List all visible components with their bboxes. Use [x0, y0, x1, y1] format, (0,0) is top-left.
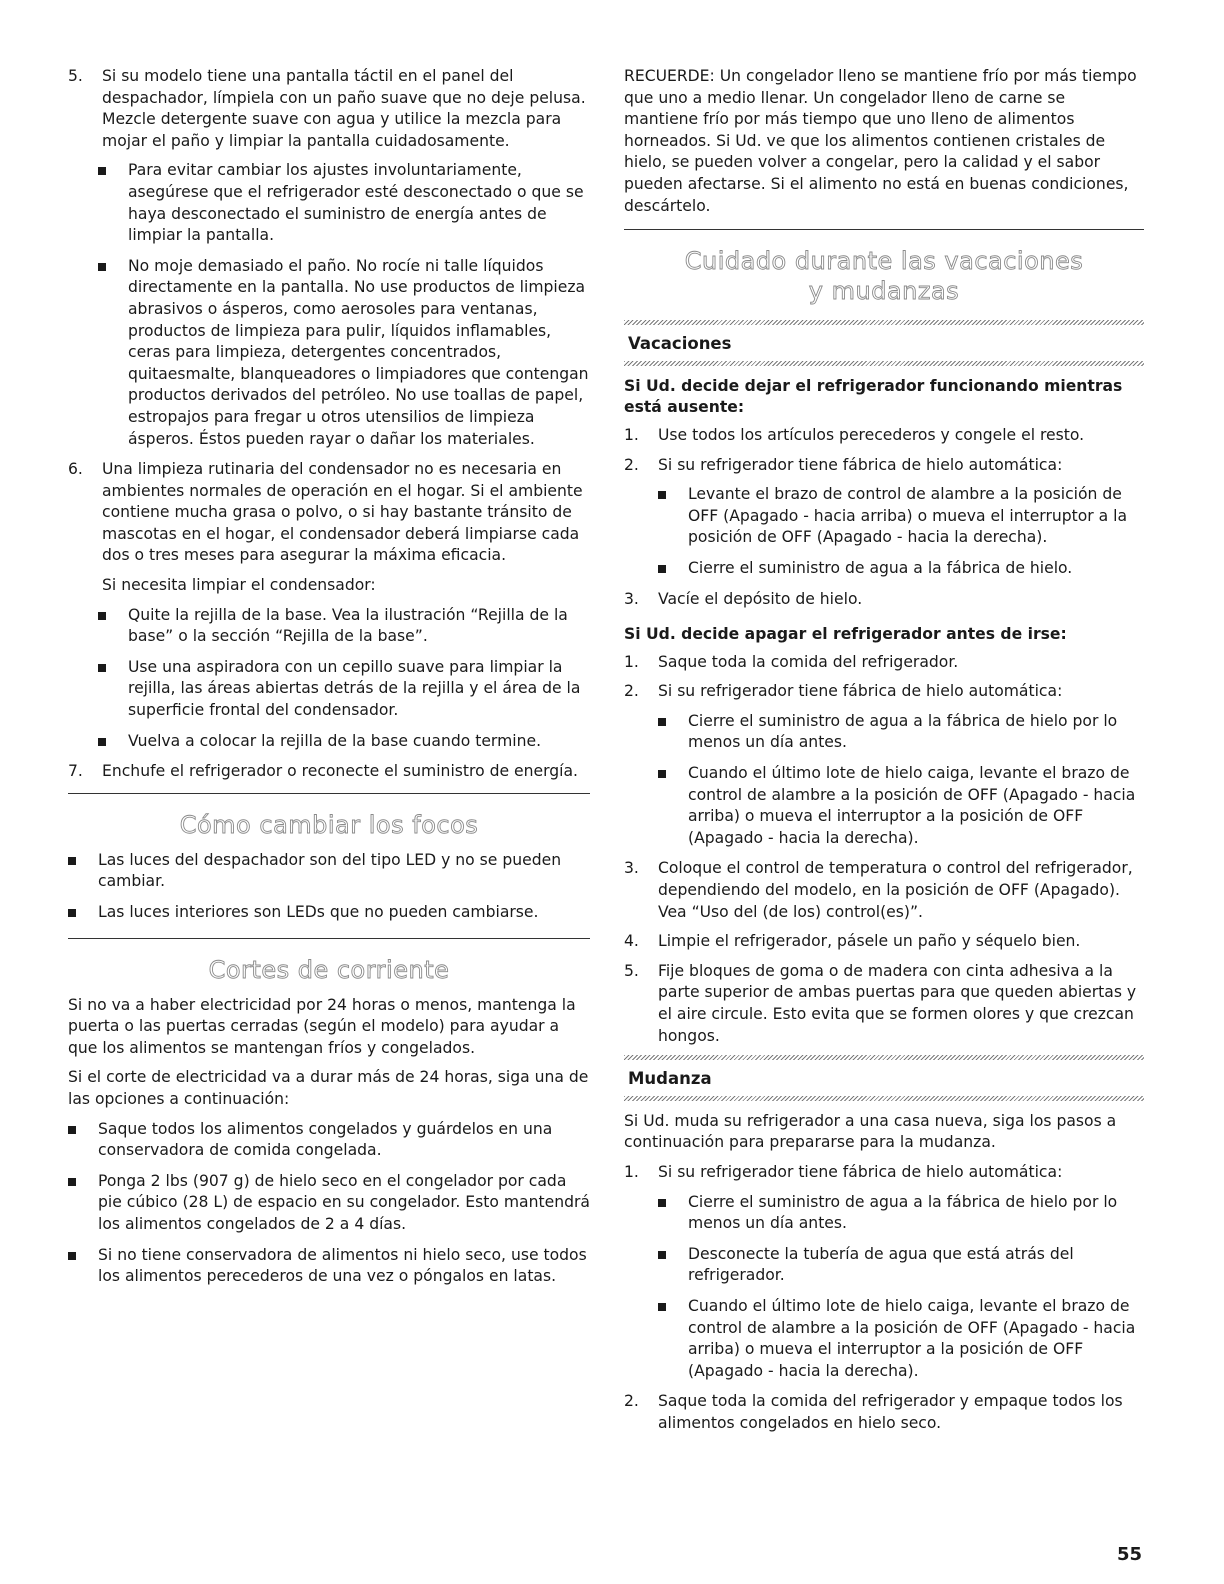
item-text: Si su refrigerador tiene fábrica de hielo automática:	[658, 455, 1063, 474]
item-number: 3.	[624, 859, 639, 878]
item-number: 1.	[624, 1162, 639, 1181]
item-number: 2.	[624, 455, 639, 474]
item-text: Limpie el refrigerador, pásele un paño y séquelo bien.	[658, 932, 1081, 951]
bold-lead: Si Ud. decide dejar el refrigerador funcionando mientras está ausente:	[624, 376, 1123, 417]
bullet-item: Saque todos los alimentos congelados y guárdelos en una conservadora de comida congelada.	[68, 1119, 590, 1162]
section-divider	[68, 938, 590, 939]
section-divider	[68, 793, 590, 794]
item-number: 5.	[624, 961, 639, 980]
bullet-item: Cierre el suministro de agua a la fábrica de hielo por lo menos un día antes.	[658, 1192, 1144, 1235]
item-text: Saque toda la comida del refrigerador.	[658, 652, 959, 671]
item-text: Use todos los artículos perecederos y congele el resto.	[658, 425, 1085, 444]
numbered-item	[624, 1391, 1144, 1434]
subheading-mudanza: Mudanza	[628, 1069, 712, 1089]
item-text: Coloque el control de temperatura o control del refrigerador, dependiendo del modelo, en la posición de OFF (Apagado). Vea “Uso del (de los) control(es)”.	[658, 859, 1133, 921]
bullet-item: Desconecte la tubería de agua que está atrás del refrigerador.	[658, 1244, 1144, 1287]
paragraph: Si Ud. muda su refrigerador a una casa nueva, siga los pasos a continuación para prepararse para la mudanza.	[624, 1111, 1117, 1152]
item-number: 1.	[624, 652, 639, 671]
numbered-item-6	[68, 459, 590, 567]
item-number: 6.	[68, 460, 83, 479]
bullet-item: Las luces del despachador son del tipo LED y no se pueden cambiar.	[68, 850, 590, 893]
numbered-item	[624, 681, 1144, 703]
section-divider	[624, 229, 1144, 230]
bullet-item: Ponga 2 lbs (907 g) de hielo seco en el congelador por cada pie cúbico (28 L) de espacio en su congelador. Esto mantendrá los alimentos congelados de 2 a 4 días.	[68, 1171, 590, 1236]
bullet-item: Las luces interiores son LEDs que no pueden cambiarse.	[68, 902, 590, 924]
bullet-item: Cuando el último lote de hielo caiga, levante el brazo de control de alambre a la posición de OFF (Apagado - hacia arriba) o mueva el interruptor a la posición de OFF (Apagado - hacia la derecha).	[658, 1296, 1144, 1382]
bullet-item: Vuelva a colocar la rejilla de la base cuando termine.	[98, 731, 590, 753]
bullet-item: Levante el brazo de control de alambre a la posición de OFF (Apagado - hacia arriba) o mueva el interruptor a la posición de OFF (Apagado - hacia la derecha).	[658, 484, 1144, 549]
item-text: Enchufe el refrigerador o reconecte el suministro de energía.	[102, 762, 578, 781]
numbered-item-7	[68, 761, 590, 783]
section-title-cortes: Cortes de corriente	[208, 955, 450, 984]
item-text: Si su refrigerador tiene fábrica de hielo automática:	[658, 682, 1063, 701]
bullet-item: Cierre el suministro de agua a la fábrica de hielo por lo menos un día antes.	[658, 711, 1144, 754]
section-title-focos: Cómo cambiar los focos	[179, 810, 479, 839]
item-number: 4.	[624, 932, 639, 951]
left-column	[68, 66, 590, 1297]
item-text: Vacíe el depósito de hielo.	[658, 589, 863, 608]
item-number: 1.	[624, 425, 639, 444]
section-title-line: y mudanzas	[808, 277, 960, 306]
item-text: Una limpieza rutinaria del condensador no es necesaria en ambientes normales de operación en el hogar. Si el ambiente contiene mucha grasa o polvo, o si hay bastante tránsito de mascotas en el hogar, el condensador deberá limpiarse cada dos o tres meses para asegurar la máxima eficacia.	[102, 460, 583, 565]
item-number: 7.	[68, 762, 83, 781]
item-number: 3.	[624, 589, 639, 608]
section-title-line: Cuidado durante las vacaciones	[684, 247, 1084, 276]
bullet-item: Para evitar cambiar los ajustes involuntariamente, asegúrese que el refrigerador esté desconectado o que se haya desconectado el suministro de energía antes de limpiar la pantalla.	[98, 160, 590, 246]
item-text: Si su modelo tiene una pantalla táctil en el panel del despachador, límpiela con un paño suave que no deje pelusa. Mezcle detergente suave con agua y utilice la mezcla para mojar el paño y limpiar la pantalla cuidadosamente.	[102, 67, 586, 150]
item-number: 2.	[624, 682, 639, 701]
numbered-item-5	[68, 66, 590, 152]
section-title-cuidado	[624, 246, 1144, 306]
numbered-item	[624, 961, 1144, 1047]
hatch-rule	[624, 1096, 1144, 1101]
item-number: 5.	[68, 67, 83, 85]
bullet-item: Use una aspiradora con un cepillo suave para limpiar la rejilla, las áreas abiertas detrás de la rejilla y el área de la superficie frontal del condensador.	[98, 657, 590, 722]
paragraph: Si no va a haber electricidad por 24 horas o menos, mantenga la puerta o las puertas cerradas (según el modelo) para ayudar a que los alimentos se mantengan fríos y congelados.	[68, 995, 576, 1057]
right-column	[624, 66, 1144, 1443]
recuerde-paragraph: RECUERDE: Un congelador lleno se mantiene frío por más tiempo que uno a medio llenar. Un congelador lleno de carne se mantiene frío por más tiempo que uno lleno de alimentos horneados. Si Ud. ve que los alimentos contienen cristales de hielo, se pueden volver a congelar, pero la calidad y el sabor pueden afectarse. Si el alimento no está en buenas condiciones, descártelo.	[624, 67, 1137, 215]
item-text: Si su refrigerador tiene fábrica de hielo automática:	[658, 1162, 1063, 1181]
numbered-item	[624, 652, 1144, 674]
subheading-vacaciones: Vacaciones	[628, 334, 732, 354]
numbered-item	[624, 1162, 1144, 1184]
numbered-item	[624, 858, 1144, 923]
item-text: Saque toda la comida del refrigerador y empaque todos los alimentos congelados en hielo seco.	[658, 1392, 1123, 1432]
item-number: 2.	[624, 1392, 639, 1411]
numbered-item	[624, 455, 1144, 477]
bullet-item: Si no tiene conservadora de alimentos ni hielo seco, use todos los alimentos perecederos de una vez o póngalos en latas.	[68, 1245, 590, 1288]
item-text: Fije bloques de goma o de madera con cinta adhesiva a la parte superior de ambas puertas para que queden abiertas y el aire circule. Esto evita que se formen olores y que crezcan hongos.	[658, 961, 1137, 1045]
hatch-rule	[624, 361, 1144, 366]
numbered-item	[624, 931, 1144, 953]
paragraph: Si el corte de electricidad va a durar más de 24 horas, siga una de las opciones a continuación:	[68, 1068, 589, 1108]
numbered-item	[624, 425, 1144, 447]
bullet-item: Cierre el suministro de agua a la fábrica de hielo.	[658, 558, 1144, 580]
bullet-item: No moje demasiado el paño. No rocíe ni talle líquidos directamente en la pantalla. No use productos de limpieza abrasivos o ásperos, como aerosoles para ventanas, productos de limpieza para pulir, líquidos inflamables, ceras para limpieza, detergentes concentrados, quitaesmalte, blanqueadores o limpiadores que contengan productos derivados del petróleo. No use toallas de papel, estropajos para fregar u otros utensilios de limpieza ásperos. Éstos pueden rayar o dañar los materiales.	[98, 256, 590, 450]
bold-lead: Si Ud. decide apagar el refrigerador antes de irse:	[624, 625, 1067, 644]
numbered-item	[624, 589, 1144, 611]
page-number: 55	[1116, 1544, 1142, 1565]
bullet-item: Quite la rejilla de la base. Vea la ilustración “Rejilla de la base” o la sección “Rejilla de la base”.	[98, 605, 590, 648]
condenser-intro: Si necesita limpiar el condensador:	[102, 576, 376, 595]
bullet-item: Cuando el último lote de hielo caiga, levante el brazo de control de alambre a la posición de OFF (Apagado - hacia arriba) o mueva el interruptor a la posición de OFF (Apagado - hacia la derecha).	[658, 763, 1144, 849]
